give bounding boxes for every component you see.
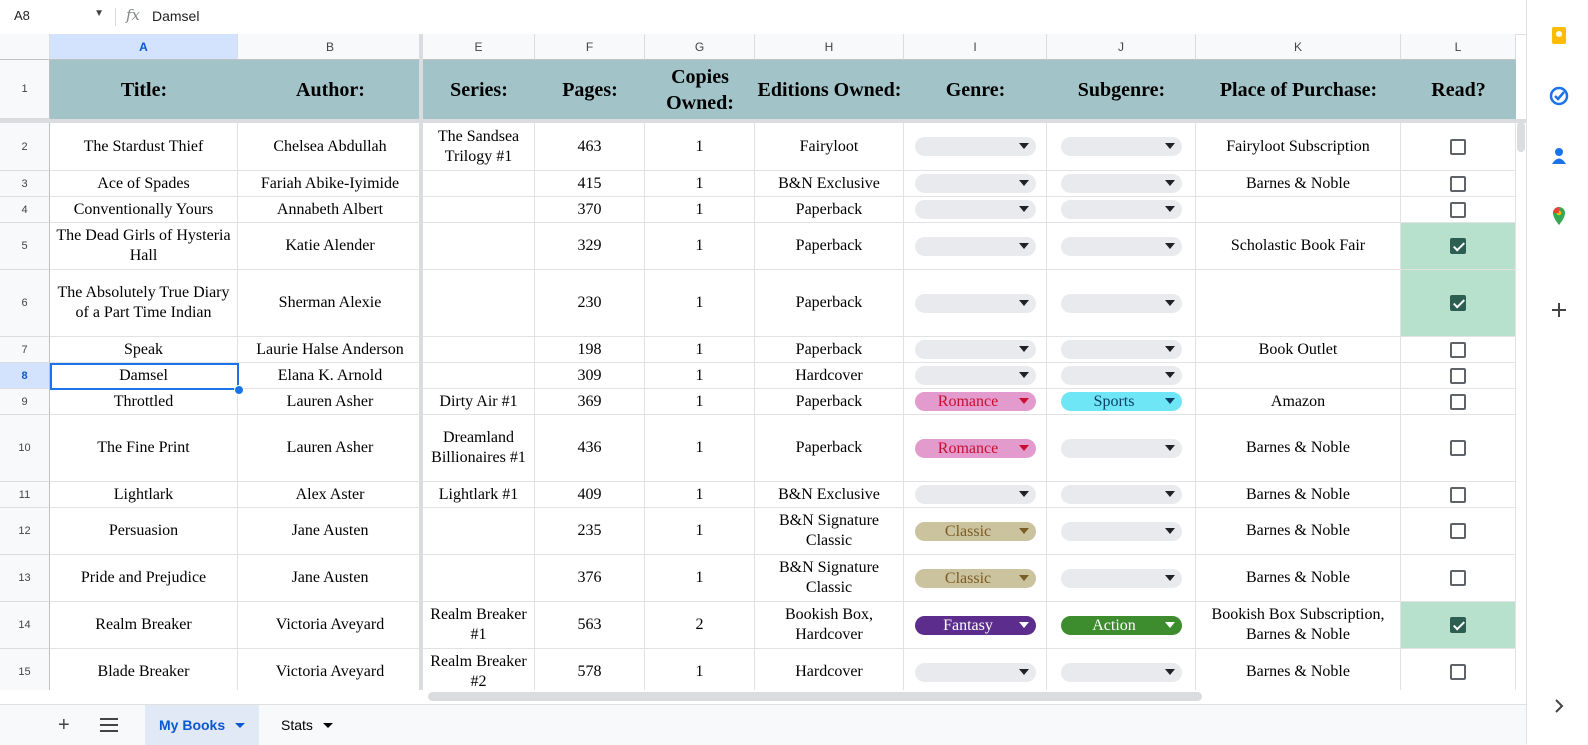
- chevron-down-icon: [1165, 180, 1175, 186]
- side-panel: [1526, 0, 1588, 744]
- cell-copies[interactable]: 1: [645, 123, 755, 171]
- subgenre-dropdown[interactable]: [1061, 340, 1182, 359]
- cell-place[interactable]: [1196, 270, 1401, 337]
- select-all-corner[interactable]: [0, 34, 50, 60]
- cell-title[interactable]: Damsel: [50, 363, 238, 389]
- cell-pages[interactable]: 578: [535, 649, 645, 690]
- cell-copies[interactable]: 1: [645, 171, 755, 197]
- column-header-h[interactable]: H: [755, 34, 904, 60]
- formula-input[interactable]: Damsel: [152, 8, 200, 24]
- cell-copies[interactable]: 1: [645, 482, 755, 508]
- chevron-down-icon: [1019, 372, 1029, 378]
- cell-genre[interactable]: [904, 389, 1047, 415]
- spreadsheet-grid: [0, 34, 1526, 690]
- cell-genre[interactable]: [904, 415, 1047, 482]
- genre-dropdown[interactable]: [915, 569, 1036, 588]
- cell-title[interactable]: Lightlark: [50, 482, 238, 508]
- subgenre-dropdown[interactable]: [1061, 485, 1182, 504]
- cell-place[interactable]: Barnes & Noble: [1196, 555, 1401, 602]
- genre-dropdown[interactable]: [915, 616, 1036, 635]
- column-title-subgenre[interactable]: Subgenre:: [1047, 60, 1196, 119]
- subgenre-dropdown[interactable]: [1061, 392, 1182, 411]
- cell-read[interactable]: [1401, 363, 1516, 389]
- cell-genre[interactable]: [904, 363, 1047, 389]
- cell-copies[interactable]: 1: [645, 508, 755, 555]
- row-header[interactable]: 7: [0, 337, 50, 363]
- column-title-pages[interactable]: Pages:: [535, 60, 645, 119]
- cell-pages[interactable]: 436: [535, 415, 645, 482]
- cell-subgenre[interactable]: [1047, 197, 1196, 223]
- cell-pages[interactable]: 369: [535, 389, 645, 415]
- cell-place[interactable]: [1196, 363, 1401, 389]
- cell-pages[interactable]: 198: [535, 337, 645, 363]
- read-checkbox[interactable]: [1450, 139, 1466, 155]
- cell-author[interactable]: Victoria Aveyard: [238, 602, 423, 649]
- read-checkbox[interactable]: [1450, 617, 1466, 633]
- read-checkbox[interactable]: [1450, 238, 1466, 254]
- chevron-down-icon: [1165, 445, 1175, 451]
- sheet-tab-label: My Books: [159, 717, 226, 733]
- cell-title[interactable]: Throttled: [50, 389, 238, 415]
- column-title-place[interactable]: Place of Purchase:: [1196, 60, 1401, 119]
- chevron-down-icon: [1165, 669, 1175, 675]
- subgenre-dropdown[interactable]: [1061, 522, 1182, 541]
- cell-series[interactable]: [423, 197, 535, 223]
- cell-copies[interactable]: 1: [645, 223, 755, 270]
- genre-chip-label: Classic: [944, 569, 992, 587]
- column-header-l[interactable]: L: [1401, 34, 1516, 60]
- sheet-tab-stats[interactable]: [267, 705, 347, 745]
- cell-place[interactable]: Barnes & Noble: [1196, 171, 1401, 197]
- read-checkbox[interactable]: [1450, 295, 1466, 311]
- cell-series[interactable]: [423, 337, 535, 363]
- cell-place[interactable]: Book Outlet: [1196, 337, 1401, 363]
- cell-series[interactable]: [423, 363, 535, 389]
- subgenre-dropdown[interactable]: [1061, 200, 1182, 219]
- genre-chip-label: Fantasy: [943, 616, 993, 634]
- genre-chip-label: Romance: [937, 393, 999, 410]
- row-header[interactable]: 1: [0, 60, 50, 119]
- cell-place[interactable]: [1196, 197, 1401, 223]
- cell-read[interactable]: [1401, 389, 1516, 415]
- chevron-down-icon: [1165, 243, 1175, 249]
- cell-genre[interactable]: [904, 602, 1047, 649]
- cell-title[interactable]: Realm Breaker: [50, 602, 238, 649]
- subgenre-chip-label: Action: [1092, 616, 1136, 634]
- cell-edition[interactable]: B&N Exclusive: [755, 482, 904, 508]
- cell-copies[interactable]: 1: [645, 363, 755, 389]
- cell-read[interactable]: [1401, 508, 1516, 555]
- cell-pages[interactable]: 563: [535, 602, 645, 649]
- cell-series[interactable]: Lightlark #1: [423, 482, 535, 508]
- chevron-down-icon: [1165, 491, 1175, 497]
- row-header[interactable]: 9: [0, 389, 50, 415]
- cell-copies[interactable]: 1: [645, 270, 755, 337]
- cell-title[interactable]: The Absolutely True Diary of a Part Time Indian: [50, 270, 238, 337]
- cell-place[interactable]: Barnes & Noble: [1196, 415, 1401, 482]
- cell-place[interactable]: Fairyloot Subscription: [1196, 123, 1401, 171]
- cell-place[interactable]: Barnes & Noble: [1196, 482, 1401, 508]
- cell-title[interactable]: Pride and Prejudice: [50, 555, 238, 602]
- chevron-down-icon[interactable]: [323, 723, 333, 728]
- cell-series[interactable]: [423, 270, 535, 337]
- column-header-f[interactable]: F: [535, 34, 645, 60]
- genre-dropdown[interactable]: [915, 392, 1036, 411]
- cell-subgenre[interactable]: [1047, 337, 1196, 363]
- genre-dropdown[interactable]: [915, 200, 1036, 219]
- cell-place[interactable]: Amazon: [1196, 389, 1401, 415]
- formula-bar: [0, 0, 1526, 35]
- subgenre-dropdown[interactable]: [1061, 237, 1182, 256]
- cell-copies[interactable]: 1: [645, 337, 755, 363]
- cell-genre[interactable]: [904, 123, 1047, 171]
- cell-edition[interactable]: Paperback: [755, 415, 904, 482]
- cell-series[interactable]: Realm Breaker #2: [423, 649, 535, 690]
- cell-genre[interactable]: [904, 171, 1047, 197]
- cell-copies[interactable]: 1: [645, 649, 755, 690]
- cell-edition[interactable]: Paperback: [755, 223, 904, 270]
- cell-copies[interactable]: 1: [645, 197, 755, 223]
- chevron-down-icon: [1019, 180, 1029, 186]
- cell-series[interactable]: Dreamland Billionaires #1: [423, 415, 535, 482]
- chevron-down-icon: [1165, 346, 1175, 352]
- cell-pages[interactable]: 230: [535, 270, 645, 337]
- row-header[interactable]: 13: [0, 555, 50, 602]
- column-title-read[interactable]: Read?: [1401, 60, 1516, 119]
- genre-dropdown[interactable]: [915, 340, 1036, 359]
- cell-edition[interactable]: Bookish Box, Hardcover: [755, 602, 904, 649]
- genre-dropdown[interactable]: [915, 522, 1036, 541]
- cell-author[interactable]: Fariah Abike-Iyimide: [238, 171, 423, 197]
- cell-subgenre[interactable]: [1047, 389, 1196, 415]
- cell-author[interactable]: Chelsea Abdullah: [238, 123, 423, 171]
- cell-read[interactable]: [1401, 649, 1516, 690]
- cell-title[interactable]: Speak: [50, 337, 238, 363]
- cell-series[interactable]: [423, 508, 535, 555]
- cell-author[interactable]: Laurie Halse Anderson: [238, 337, 423, 363]
- cell-subgenre[interactable]: [1047, 123, 1196, 171]
- maps-icon[interactable]: [1549, 206, 1569, 226]
- genre-dropdown[interactable]: [915, 663, 1036, 682]
- chevron-down-icon: [1165, 372, 1175, 378]
- column-header-i[interactable]: I: [904, 34, 1047, 60]
- cell-genre[interactable]: [904, 223, 1047, 270]
- vertical-scrollbar[interactable]: [1517, 122, 1525, 152]
- cell-series[interactable]: Dirty Air #1: [423, 389, 535, 415]
- chevron-down-icon: [1019, 206, 1029, 212]
- divider: [115, 8, 116, 26]
- cell-title[interactable]: The Fine Print: [50, 415, 238, 482]
- row-header[interactable]: 11: [0, 482, 50, 508]
- cell-read[interactable]: [1401, 602, 1516, 649]
- cell-place[interactable]: Scholastic Book Fair: [1196, 223, 1401, 270]
- genre-dropdown[interactable]: [915, 294, 1036, 313]
- chevron-down-icon: [1019, 445, 1029, 451]
- read-checkbox[interactable]: [1450, 664, 1466, 680]
- chevron-down-icon: [1019, 398, 1029, 404]
- row-header[interactable]: 2: [0, 123, 50, 171]
- column-title-copies[interactable]: Copies Owned:: [645, 60, 755, 119]
- cell-series[interactable]: [423, 555, 535, 602]
- chevron-down-icon: [1165, 528, 1175, 534]
- cell-edition[interactable]: B&N Exclusive: [755, 171, 904, 197]
- cell-pages[interactable]: 376: [535, 555, 645, 602]
- column-title-author[interactable]: Author:: [238, 60, 423, 119]
- frozen-column-divider[interactable]: [419, 34, 423, 690]
- cell-edition[interactable]: Paperback: [755, 197, 904, 223]
- cell-read[interactable]: [1401, 337, 1516, 363]
- column-title-edition[interactable]: Editions Owned:: [755, 60, 904, 119]
- column-title-genre[interactable]: Genre:: [904, 60, 1047, 119]
- cell-subgenre[interactable]: [1047, 270, 1196, 337]
- cell-read[interactable]: [1401, 270, 1516, 337]
- subgenre-dropdown[interactable]: [1061, 294, 1182, 313]
- read-checkbox[interactable]: [1450, 440, 1466, 456]
- cell-reference: A8: [14, 8, 30, 23]
- cell-pages[interactable]: 415: [535, 171, 645, 197]
- cell-copies[interactable]: 1: [645, 389, 755, 415]
- subgenre-dropdown[interactable]: [1061, 174, 1182, 193]
- column-header-k[interactable]: K: [1196, 34, 1401, 60]
- subgenre-dropdown[interactable]: [1061, 616, 1182, 635]
- cell-edition[interactable]: Paperback: [755, 270, 904, 337]
- subgenre-dropdown[interactable]: [1061, 137, 1182, 156]
- chevron-down-icon: [1019, 300, 1029, 306]
- cell-subgenre[interactable]: [1047, 363, 1196, 389]
- cell-pages[interactable]: 370: [535, 197, 645, 223]
- fx-icon: fx: [126, 6, 141, 24]
- read-checkbox[interactable]: [1450, 176, 1466, 192]
- cell-title[interactable]: Blade Breaker: [50, 649, 238, 690]
- row-header[interactable]: 4: [0, 197, 50, 223]
- cell-pages[interactable]: 409: [535, 482, 645, 508]
- column-header-e[interactable]: E: [423, 34, 535, 60]
- cell-edition[interactable]: Paperback: [755, 389, 904, 415]
- chevron-down-icon: [1019, 528, 1029, 534]
- subgenre-dropdown[interactable]: [1061, 439, 1182, 458]
- subgenre-chip-label: Sports: [1093, 393, 1135, 410]
- cell-author[interactable]: Victoria Aveyard: [238, 649, 423, 690]
- cell-genre[interactable]: [904, 482, 1047, 508]
- row-header[interactable]: 10: [0, 415, 50, 482]
- cell-edition[interactable]: Fairyloot: [755, 123, 904, 171]
- cell-title[interactable]: Conventionally Yours: [50, 197, 238, 223]
- chevron-down-icon: [1165, 398, 1175, 404]
- cell-read[interactable]: [1401, 123, 1516, 171]
- cell-series[interactable]: [423, 223, 535, 270]
- sheet-tab-my-books[interactable]: [145, 705, 259, 745]
- cell-title[interactable]: The Stardust Thief: [50, 123, 238, 171]
- column-header-a[interactable]: A: [50, 34, 238, 60]
- read-checkbox[interactable]: [1450, 523, 1466, 539]
- cell-subgenre[interactable]: [1047, 171, 1196, 197]
- cell-copies[interactable]: 1: [645, 555, 755, 602]
- add-icon[interactable]: [1549, 300, 1569, 320]
- cell-edition[interactable]: Paperback: [755, 337, 904, 363]
- chevron-down-icon[interactable]: [235, 723, 245, 728]
- subgenre-dropdown[interactable]: [1061, 366, 1182, 385]
- cell-author[interactable]: Alex Aster: [238, 482, 423, 508]
- cell-edition[interactable]: Hardcover: [755, 363, 904, 389]
- cell-author[interactable]: Jane Austen: [238, 555, 423, 602]
- column-header-g[interactable]: G: [645, 34, 755, 60]
- read-checkbox[interactable]: [1450, 394, 1466, 410]
- name-box[interactable]: [14, 8, 104, 26]
- read-checkbox[interactable]: [1450, 342, 1466, 358]
- expand-icon[interactable]: [1549, 696, 1569, 716]
- cell-edition[interactable]: B&N Signature Classic: [755, 508, 904, 555]
- cell-author[interactable]: Jane Austen: [238, 508, 423, 555]
- cell-subgenre[interactable]: [1047, 555, 1196, 602]
- cell-subgenre[interactable]: [1047, 602, 1196, 649]
- sheet-tab-label: Stats: [281, 717, 313, 733]
- cell-read[interactable]: [1401, 555, 1516, 602]
- cell-author[interactable]: Lauren Asher: [238, 415, 423, 482]
- chevron-down-icon: [1019, 622, 1029, 628]
- cell-series[interactable]: The Sandsea Trilogy #1: [423, 123, 535, 171]
- cell-author[interactable]: Lauren Asher: [238, 389, 423, 415]
- column-header-j[interactable]: J: [1047, 34, 1196, 60]
- genre-dropdown[interactable]: [915, 174, 1036, 193]
- horizontal-scrollbar[interactable]: [428, 692, 1202, 701]
- chevron-down-icon: [1165, 143, 1175, 149]
- cell-pages[interactable]: 235: [535, 508, 645, 555]
- cell-copies[interactable]: 2: [645, 602, 755, 649]
- genre-chip-label: Romance: [937, 439, 999, 457]
- chevron-down-icon: [1019, 669, 1029, 675]
- cell-place[interactable]: Barnes & Noble: [1196, 649, 1401, 690]
- cell-subgenre[interactable]: [1047, 649, 1196, 690]
- row-header[interactable]: 15: [0, 649, 50, 690]
- chevron-down-icon: [1165, 575, 1175, 581]
- cell-subgenre[interactable]: [1047, 223, 1196, 270]
- cell-genre[interactable]: [904, 555, 1047, 602]
- cell-read[interactable]: [1401, 415, 1516, 482]
- read-checkbox[interactable]: [1450, 487, 1466, 503]
- genre-dropdown[interactable]: [915, 439, 1036, 458]
- row-header[interactable]: 14: [0, 602, 50, 649]
- read-checkbox[interactable]: [1450, 368, 1466, 384]
- cell-genre[interactable]: [904, 649, 1047, 690]
- contacts-icon[interactable]: [1549, 146, 1569, 166]
- cell-edition[interactable]: Hardcover: [755, 649, 904, 690]
- cell-author[interactable]: Sherman Alexie: [238, 270, 423, 337]
- cell-subgenre[interactable]: [1047, 508, 1196, 555]
- subgenre-dropdown[interactable]: [1061, 569, 1182, 588]
- genre-dropdown[interactable]: [915, 137, 1036, 156]
- cell-read[interactable]: [1401, 223, 1516, 270]
- cell-author[interactable]: Annabeth Albert: [238, 197, 423, 223]
- cell-author[interactable]: Elana K. Arnold: [238, 363, 423, 389]
- genre-chip-label: Classic: [944, 522, 992, 540]
- genre-dropdown[interactable]: [915, 366, 1036, 385]
- row-header[interactable]: 12: [0, 508, 50, 555]
- cell-subgenre[interactable]: [1047, 482, 1196, 508]
- fill-handle[interactable]: [234, 385, 244, 395]
- cell-title[interactable]: Ace of Spades: [50, 171, 238, 197]
- cell-pages[interactable]: 309: [535, 363, 645, 389]
- cell-read[interactable]: [1401, 171, 1516, 197]
- cell-read[interactable]: [1401, 197, 1516, 223]
- row-header[interactable]: 3: [0, 171, 50, 197]
- cell-genre[interactable]: [904, 337, 1047, 363]
- cell-title[interactable]: The Dead Girls of Hysteria Hall: [50, 223, 238, 270]
- cell-place[interactable]: Bookish Box Subscription, Barnes & Noble: [1196, 602, 1401, 649]
- keep-icon[interactable]: [1549, 26, 1569, 46]
- cell-copies[interactable]: 1: [645, 415, 755, 482]
- row-header[interactable]: 5: [0, 223, 50, 270]
- read-checkbox[interactable]: [1450, 202, 1466, 218]
- chevron-down-icon: [1019, 491, 1029, 497]
- column-header-b[interactable]: B: [238, 34, 423, 60]
- genre-dropdown[interactable]: [915, 485, 1036, 504]
- cell-place[interactable]: Barnes & Noble: [1196, 508, 1401, 555]
- cell-subgenre[interactable]: [1047, 415, 1196, 482]
- chevron-down-icon: [1165, 622, 1175, 628]
- subgenre-dropdown[interactable]: [1061, 663, 1182, 682]
- chevron-down-icon: [1019, 346, 1029, 352]
- tasks-icon[interactable]: [1549, 86, 1569, 106]
- cell-edition[interactable]: B&N Signature Classic: [755, 555, 904, 602]
- cell-genre[interactable]: [904, 197, 1047, 223]
- chevron-down-icon: [1019, 243, 1029, 249]
- cell-author[interactable]: Katie Alender: [238, 223, 423, 270]
- cell-genre[interactable]: [904, 508, 1047, 555]
- cell-pages[interactable]: 329: [535, 223, 645, 270]
- cell-genre[interactable]: [904, 270, 1047, 337]
- read-checkbox[interactable]: [1450, 570, 1466, 586]
- column-title-title[interactable]: Title:: [50, 60, 238, 119]
- chevron-down-icon: [1019, 143, 1029, 149]
- add-sheet-button[interactable]: +: [58, 714, 70, 736]
- frozen-row-divider[interactable]: [0, 119, 1526, 123]
- all-sheets-menu-icon[interactable]: [100, 718, 118, 732]
- chevron-down-icon: [1165, 300, 1175, 306]
- row-header[interactable]: 6: [0, 270, 50, 337]
- cell-pages[interactable]: 463: [535, 123, 645, 171]
- cell-series[interactable]: [423, 171, 535, 197]
- column-title-series[interactable]: Series:: [423, 60, 535, 119]
- chevron-down-icon[interactable]: ▼: [94, 8, 104, 19]
- sheet-tab-bar: [0, 704, 1526, 745]
- chevron-down-icon: [1165, 206, 1175, 212]
- row-header[interactable]: 8: [0, 363, 50, 389]
- chevron-down-icon: [1019, 575, 1029, 581]
- cell-series[interactable]: Realm Breaker #1: [423, 602, 535, 649]
- cell-title[interactable]: Persuasion: [50, 508, 238, 555]
- cell-read[interactable]: [1401, 482, 1516, 508]
- genre-dropdown[interactable]: [915, 237, 1036, 256]
